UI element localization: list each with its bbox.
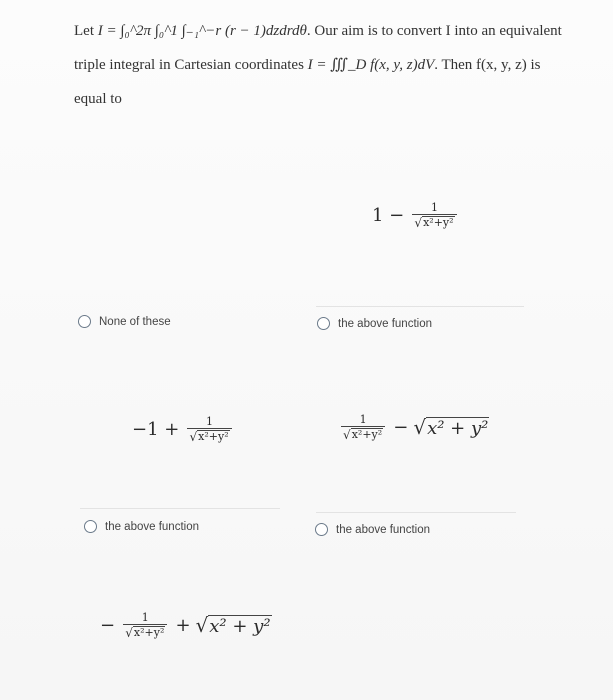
radio-button-icon[interactable]	[317, 317, 330, 330]
sqrt-icon: √	[414, 216, 423, 230]
option-a-expression: 1 − 1 √ x²+y²	[372, 202, 460, 229]
option-d-expression: 1 √ x²+y² − √ x² + y²	[343, 413, 489, 442]
option-divider	[316, 512, 516, 513]
fraction: 1 √ x²+y²	[187, 416, 231, 443]
sqrt-icon: √	[343, 428, 351, 442]
fraction: 1 √ x²+y²	[123, 612, 167, 639]
option-b-none-of-these[interactable]: None of these	[78, 315, 171, 328]
option-e-expression: − 1 √ x²+y² + √ x² + y²	[100, 611, 271, 640]
sqrt-icon: √	[413, 416, 427, 439]
question-line-3: equal to	[74, 91, 122, 107]
sqrt-icon: √	[195, 614, 209, 637]
sqrt-icon: √	[189, 430, 198, 444]
option-c-expression: −1 + 1 √ x²+y²	[132, 416, 235, 443]
question-text	[74, 14, 584, 116]
radio-button-icon[interactable]	[78, 315, 91, 328]
radio-button-icon[interactable]	[84, 520, 97, 533]
question-line-2: triple integral in Cartesian coordinates I = ∭_D f(x, y, z)dV. Then f(x, y, z) is	[74, 57, 541, 73]
sqrt-icon: √	[125, 626, 133, 640]
option-divider	[80, 508, 280, 509]
option-divider	[316, 306, 524, 307]
radio-button-icon[interactable]	[315, 523, 328, 536]
triple-integral-expression: I = ∭_D f(x, y, z)dV	[307, 57, 435, 73]
integral-expression: I = ∫₀^2π ∫₀^1 ∫₋₁^−r (r − 1)dzdrdθ	[97, 23, 307, 39]
fraction: 1 √ x²+y²	[341, 414, 385, 441]
fraction: 1 √ x²+y²	[412, 202, 456, 229]
question-line-1: Let I = ∫₀^2π ∫₀^1 ∫₋₁^−r (r − 1)dzdrdθ. Our aim is to convert I into an equivalent	[74, 23, 562, 39]
option-a-radio[interactable]: the above function	[317, 317, 432, 330]
option-d-radio[interactable]: the above function	[315, 523, 430, 536]
option-c-radio[interactable]: the above function	[84, 520, 199, 533]
